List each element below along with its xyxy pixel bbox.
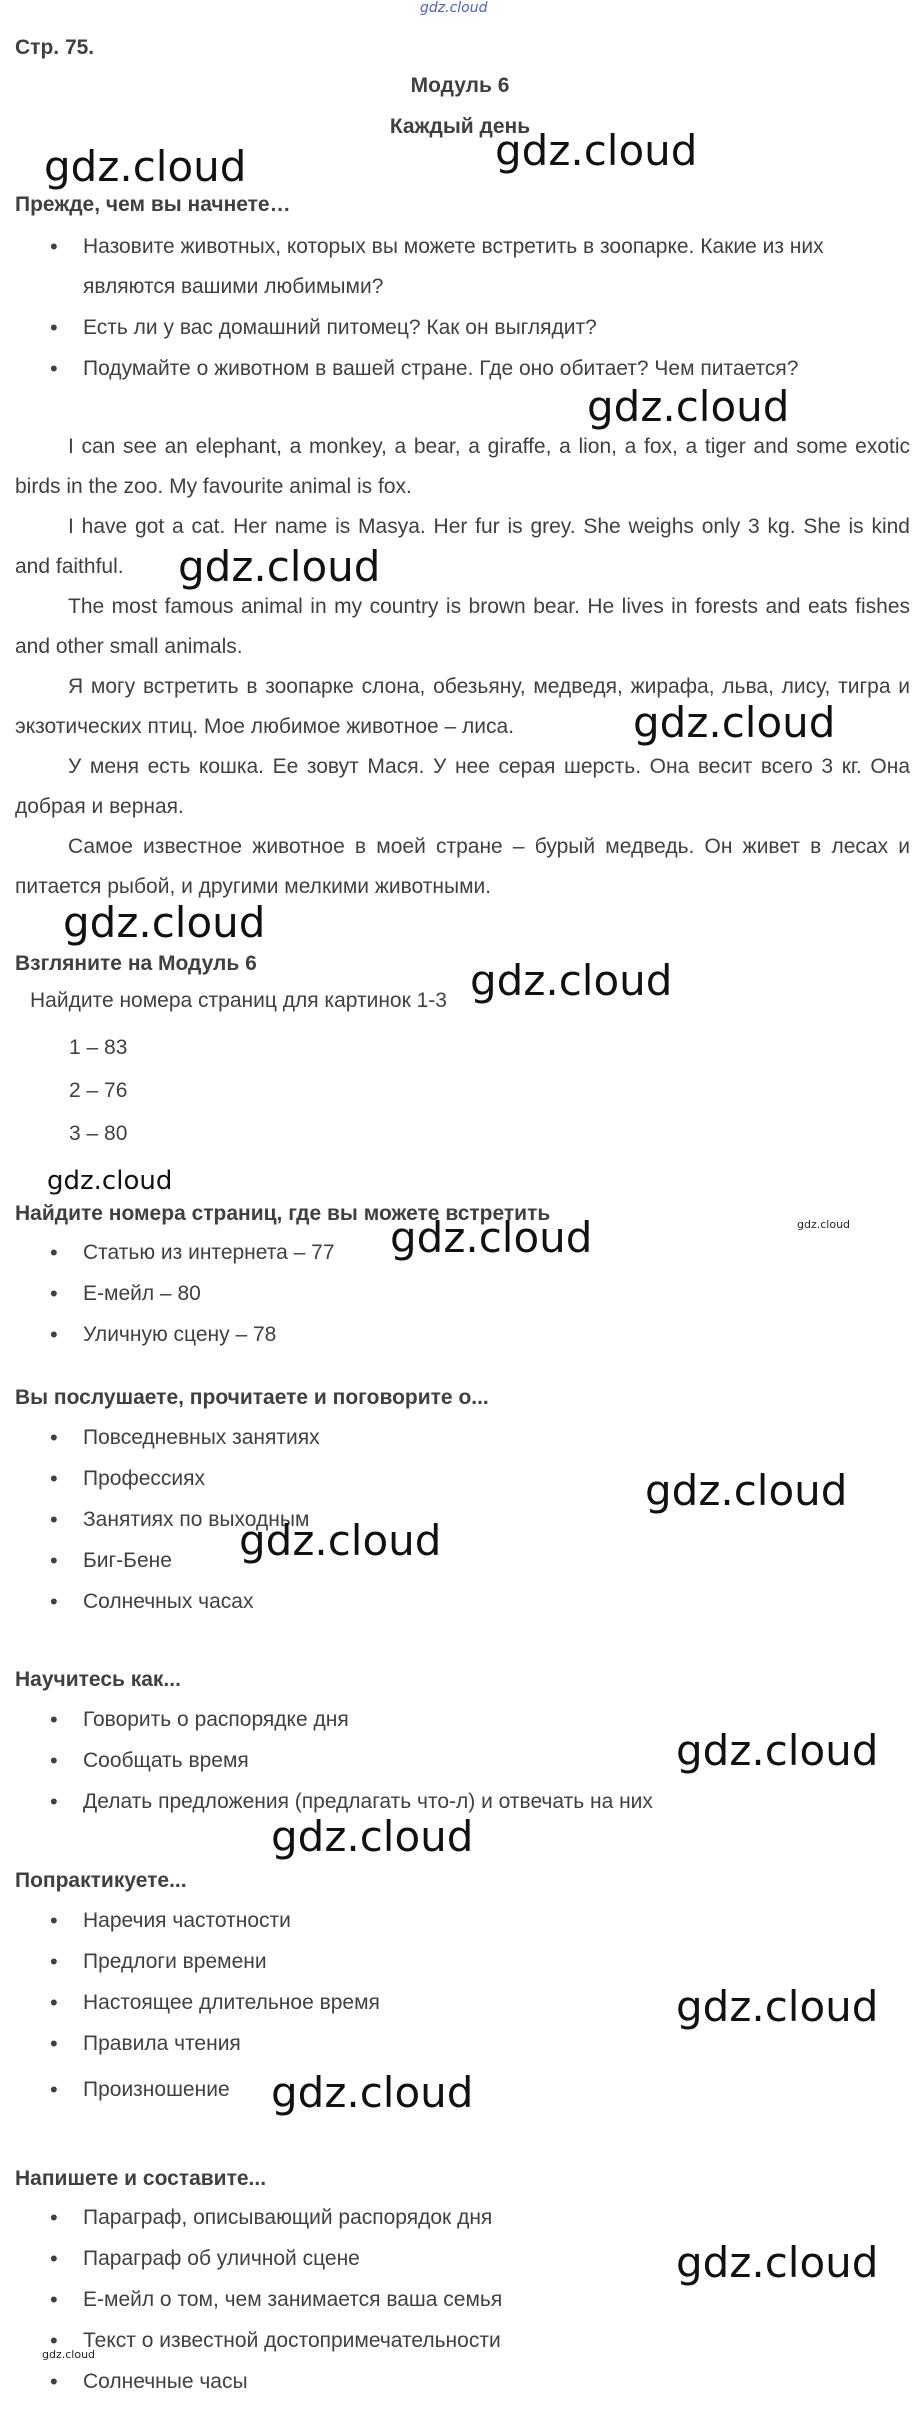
instruction-text: Найдите номера страниц для картинок 1-3 xyxy=(30,989,447,1012)
watermark: gdz.cloud xyxy=(676,2238,879,2287)
bullet-icon: • xyxy=(50,1281,58,1306)
module-subtitle: Каждый день xyxy=(389,115,531,138)
watermark: gdz.cloud xyxy=(44,142,247,191)
bullet-icon: • xyxy=(50,2077,58,2102)
answer-line: 1 – 83 xyxy=(69,1036,128,1059)
section-heading-practice: Попрактикуете... xyxy=(15,1869,187,1892)
bullet-icon: • xyxy=(50,2031,58,2056)
bullet-icon: • xyxy=(50,1240,58,1265)
answer-line: 3 – 80 xyxy=(69,1122,128,1145)
bullet-icon: • xyxy=(50,1707,58,1732)
watermark: gdz.cloud xyxy=(271,1812,474,1861)
paragraph: Самое известное животное в моей стране – бурый медведь. Он живет в лесах и питается рыбой, и другими мелкими животными. xyxy=(15,835,910,898)
paragraph: I can see an elephant, a monkey, a bear, a giraffe, a lion, a fox, a tiger and some exotic birds in the zoo. My favourite animal is fox. xyxy=(15,435,910,498)
top-watermark: gdz.cloud xyxy=(420,0,488,16)
bullet-icon: • xyxy=(50,1789,58,1814)
section-heading-learn: Научитесь как... xyxy=(15,1668,181,1691)
bullet-icon: • xyxy=(50,2287,58,2312)
section-heading-write: Напишете и составите... xyxy=(15,2167,267,2190)
bullet-icon: • xyxy=(50,2369,58,2394)
watermark: gdz.cloud xyxy=(587,382,790,431)
bullet-icon: • xyxy=(50,315,58,340)
bullet-icon: • xyxy=(50,1908,58,1933)
bullet-icon: • xyxy=(50,1548,58,1573)
paragraph: У меня есть кошка. Ее зовут Мася. У нее серая шерсть. Она весит всего 3 кг. Она добрая и верная. xyxy=(15,755,910,818)
paragraph: Я могу встретить в зоопарке слона, обезьяну, медведя, жирафа, льва, лису, тигра и экзотических птиц. Мое любимое животное – лиса. xyxy=(15,675,910,738)
section-heading-look-at: Взгляните на Модуль 6 xyxy=(15,952,257,975)
bullet-icon: • xyxy=(50,1990,58,2015)
watermark: gdz.cloud xyxy=(47,1166,173,1196)
page-number: Стр. 75. xyxy=(15,36,95,59)
bullet-icon: • xyxy=(50,1322,58,1347)
bullet-icon: • xyxy=(50,1949,58,1974)
watermark: gdz.cloud xyxy=(42,2348,96,2361)
section-heading-find-pages: Найдите номера страниц, где вы можете встретить xyxy=(15,1202,551,1225)
paragraph: The most famous animal in my country is brown bear. He lives in forests and eats fishes and other small animals. xyxy=(15,595,910,658)
section-heading-before-start: Прежде, чем вы начнете… xyxy=(15,193,291,216)
watermark: gdz.cloud xyxy=(676,1726,879,1775)
bullet-icon: • xyxy=(50,234,58,259)
watermark: gdz.cloud xyxy=(633,698,836,747)
bullet-icon: • xyxy=(50,2246,58,2271)
bullet-icon: • xyxy=(50,1589,58,1614)
watermark: gdz.cloud xyxy=(470,956,673,1005)
bullet-icon: • xyxy=(50,1466,58,1491)
bullet-icon: • xyxy=(50,1425,58,1450)
watermark: gdz.cloud xyxy=(495,126,698,175)
bullet-icon: • xyxy=(50,1748,58,1773)
watermark: gdz.cloud xyxy=(390,1213,593,1262)
bullet-icon: • xyxy=(50,1507,58,1532)
section-heading-listen: Вы послушаете, прочитаете и поговорите о... xyxy=(15,1386,489,1409)
watermark: gdz.cloud xyxy=(239,1516,442,1565)
bullet-icon: • xyxy=(50,2205,58,2230)
watermark: gdz.cloud xyxy=(797,1218,851,1231)
watermark: gdz.cloud xyxy=(63,898,266,947)
paragraph: I have got a cat. Her name is Masya. Her fur is grey. She weighs only 3 kg. She is kind and faithful. xyxy=(15,515,910,578)
watermark: gdz.cloud xyxy=(676,1982,879,2031)
module-title: Модуль 6 xyxy=(410,74,510,97)
answer-line: 2 – 76 xyxy=(69,1079,128,1102)
watermark: gdz.cloud xyxy=(645,1466,848,1515)
watermark: gdz.cloud xyxy=(178,542,381,591)
bullet-icon: • xyxy=(50,2328,58,2353)
watermark: gdz.cloud xyxy=(271,2068,474,2117)
document-page: gdz.cloud Стр. 75. Модуль 6 Каждый день Прежде, чем вы начнете… • Назовите животных, которых вы можете встретить в зоопарке. Какие из них являются вашими любимыми? • Есть ли у вас домашний питомец? Как он выглядит? • Подумайте о животном в вашей стране. Где оно обитает? Чем питается? I can see an elephant, a monkey, a bear, a giraffe, a lion, a fox, a tiger and some exotic birds in the zoo. My favourite animal is fox. I have got a cat. Her name is Masya. Her fur is grey. She weighs only 3 kg. She is kind and faithful. The most famous animal in my country is brown bear. He lives in forests and eats fishes and other small animals. Я могу встретить в зоопарке слона, обезьяну, медведя, жирафа, льва, лису, тигра и экзотических птиц. Мое любимое животное – лиса. У меня есть кошка. Ее зовут Мася. У нее серая шерсть. Она весит всего 3 кг. Она добрая и верная. Самое известное животное в моей стране – бурый медведь. Он живет в лесах и питается рыбой, и другими мелкими животными. Взгляните на Модуль 6 Найдите номера страниц для картинок 1-3 1 – 83 2 – 76 3 – 80 Найдите номера страниц, где вы можете встретить • Статью из интернета – 77 • Е-мейл – 80 • Уличную сцену – 78 Вы послушаете, прочитаете и поговорите о... • Повседневных занятиях • Профессиях • Занятиях по выходным • Биг-Бене • Солнечных часах Научитесь как... • Говорить о распорядке дня • Сообщать время • Делать предложения (предлагать что-л) и отвечать на них Попрактикуете... • Наречия частотности • Предлоги времени • Настоящее длительное время • Правила чтения • Произношение Напишете и составите... • Параграф, описывающий распорядок дня • Параграф об уличной сцене • Е-мейл о том, чем занимается ваша семья • Текст о известной достопримечательности • Солнечные часы gdz.cloud gdz.cloud gdz.cloud gdz.cloud gdz.cloud gdz.cloud gdz.cloud gdz.cloud gdz.cloud gdz.cloud gdz.cloud gdz.cloud gdz.cloud gdz.cloud gdz.cloud gdz.cloud gdz.cloud gdz.cloud xyxy=(0,0,920,2411)
bullet-icon: • xyxy=(50,356,58,381)
